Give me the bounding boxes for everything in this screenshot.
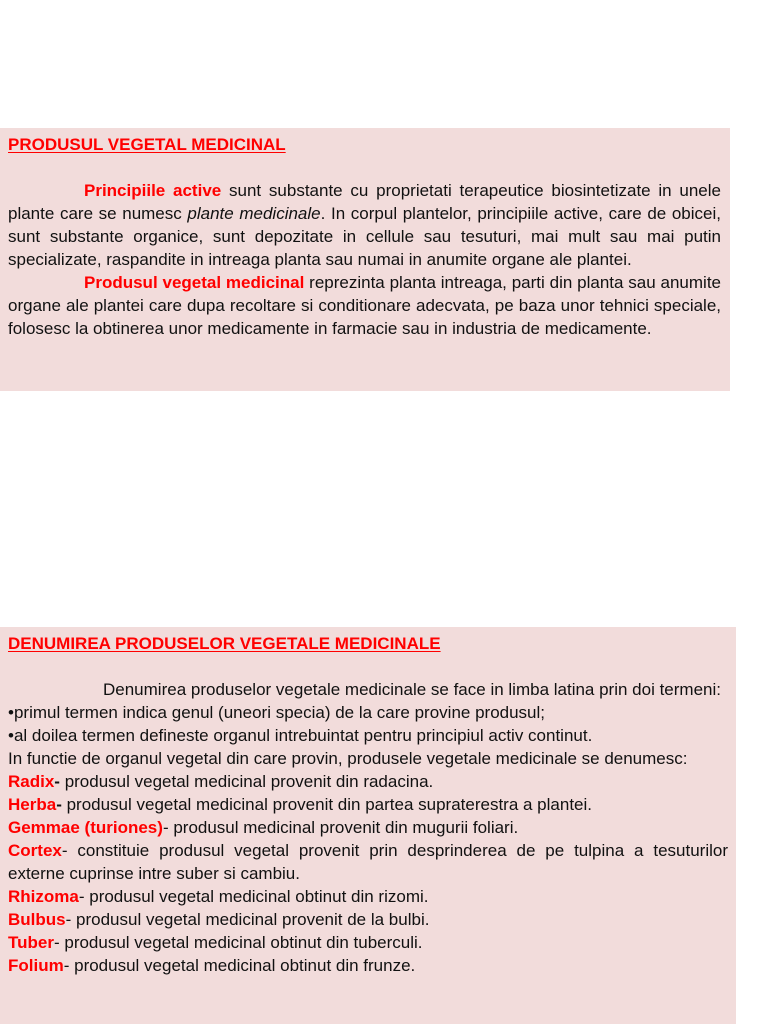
- term-gemmae: [8, 816, 728, 839]
- term-separator: -: [78, 887, 85, 906]
- term-name: Folium: [8, 956, 64, 975]
- functie-paragraph: In functie de organul vegetal din care provin, produsele vegetale medicinale se denumesc:: [8, 749, 688, 768]
- term-bulbus: [8, 908, 728, 931]
- section-denumirea-produselor: [0, 627, 736, 1024]
- term-description: produsul vegetal medicinal obtinut din frunze.: [69, 956, 416, 975]
- term-separator: -: [65, 910, 72, 929]
- term-description: produsul vegetal medicinal provenit din radacina.: [59, 772, 434, 791]
- term-name: Rhizoma: [8, 887, 79, 906]
- term-name: Gemmae (turiones): [8, 818, 163, 837]
- term-name: Tuber: [8, 933, 54, 952]
- term-name: Radix: [8, 772, 55, 791]
- paragraph-principiile-active: [8, 179, 721, 271]
- term-name: Herba: [8, 795, 57, 814]
- term-radix: [8, 770, 728, 793]
- term-separator: -: [53, 933, 60, 952]
- term-description: produsul vegetal medicinal obtinut din rizomi.: [84, 887, 429, 906]
- term-name: Cortex: [8, 841, 62, 860]
- paragraph-produsul-vegetal: [8, 271, 721, 340]
- section-produsul-vegetal: [0, 128, 730, 391]
- highlight-term: Principiile active: [84, 181, 222, 200]
- term-cortex: [8, 839, 728, 885]
- term-rhizoma: [8, 885, 728, 908]
- bullet-item: •al doilea termen defineste organul intrebuintat pentru principiul activ continut.: [8, 726, 593, 745]
- section-title: DENUMIREA PRODUSELOR VEGETALE MEDICINALE: [8, 634, 441, 653]
- term-name: Bulbus: [8, 910, 66, 929]
- intro-paragraph: Denumirea produselor vegetale medicinale se face in limba latina prin doi termeni:: [103, 680, 721, 699]
- term-tuber: [8, 931, 728, 954]
- term-description: produsul vegetal medicinal provenit de la bulbi.: [71, 910, 430, 929]
- term-separator: -: [61, 841, 68, 860]
- term-herba: [8, 793, 728, 816]
- term-description: constituie produsul vegetal provenit prin desprinderea de pe tulpina a tesuturilor externe cuprinse intre suber si cambiu.: [8, 841, 728, 883]
- bullet-item: •primul termen indica genul (uneori specia) de la care provine produsul;: [8, 703, 546, 722]
- paragraph-text: reprezinta planta intreaga, parti din planta sau anumite organe ale plantei care dupa recoltare si conditionare adecvata, pe baza unor tehnici speciale, folosesc la obtinerea unor medicamente in farmacie sau in industria de medicamente.: [8, 273, 722, 338]
- term-separator: -: [56, 795, 62, 814]
- term-description: produsul vegetal medicinal obtinut din tuberculi.: [59, 933, 423, 952]
- section-title: PRODUSUL VEGETAL MEDICINAL: [8, 135, 286, 154]
- italic-term: plante medicinale: [187, 204, 321, 223]
- term-description: produsul vegetal medicinal provenit din partea supraterestra a plantei.: [61, 795, 593, 814]
- term-description: produsul medicinal provenit din mugurii foliari.: [168, 818, 519, 837]
- term-separator: -: [162, 818, 169, 837]
- term-separator: -: [63, 956, 70, 975]
- term-folium: [8, 954, 728, 977]
- paragraph-text: sunt substante cu proprietati terapeutice biosintetizate in unele plante care se numesc: [8, 181, 721, 223]
- highlight-term: Produsul vegetal medicinal: [84, 273, 305, 292]
- paragraph-text: . In corpul plantelor, principiile active, care de obicei, sunt substante organice, sunt depozitate in cellule sau tesuturi, mai mult sau mai putin specializate, raspandite in intreaga planta sau numai in anumite organe ale plantei.: [8, 204, 721, 269]
- term-separator: -: [54, 772, 60, 791]
